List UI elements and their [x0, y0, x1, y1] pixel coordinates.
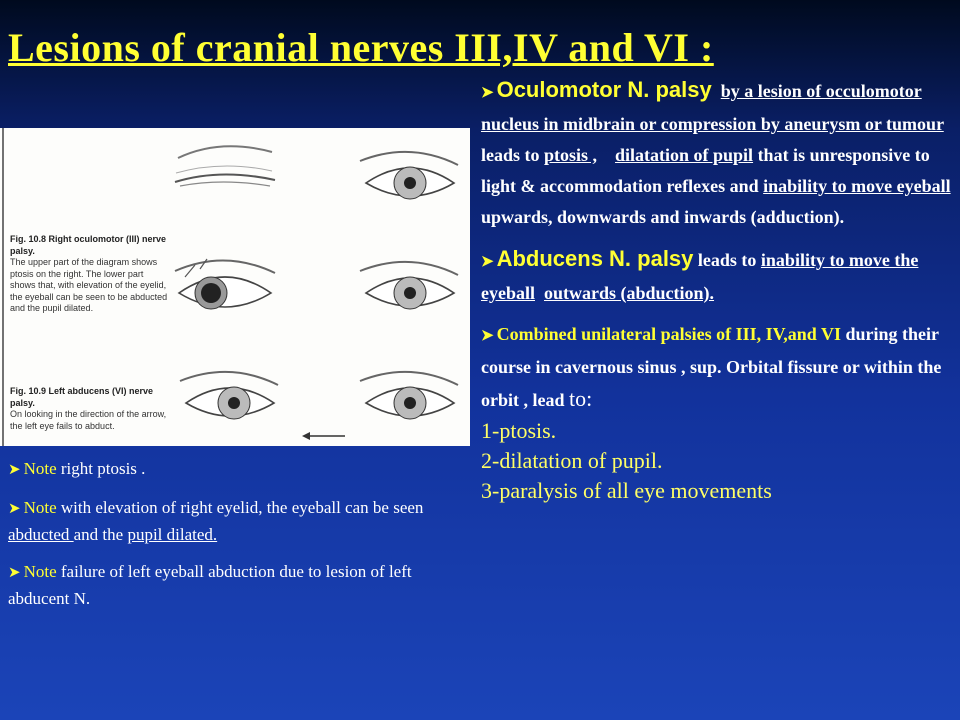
eye-palsy-figure	[0, 128, 470, 446]
arrow-bullet-icon: ➤	[8, 565, 21, 581]
arrow-bullet-icon: ➤	[8, 462, 21, 478]
oculomotor-heading: Oculomotor N. palsy	[496, 77, 712, 102]
open-eye-drawing	[360, 372, 458, 419]
findings-list	[481, 416, 951, 506]
arrow-icon	[302, 432, 345, 440]
oculomotor-paragraph: ➤ Oculomotor N. palsy by a lesion of occulomotor nucleus in midbrain or compression by aneurysm or tumour leads to ptosis , dilatation of pupil that is unresponsive to light & accommodation reflexes and inability to move eyeball upwards, downwards and inwards (adduction).	[481, 77, 951, 227]
arrow-bullet-icon: ➤	[481, 328, 494, 344]
closed-eye-drawing	[175, 146, 275, 186]
list-item: 2-dilatation of pupil.	[481, 448, 663, 473]
arrow-bullet-icon: ➤	[8, 501, 21, 517]
list-item: 1-ptosis.	[481, 418, 557, 443]
figure-caption-1	[10, 234, 170, 315]
figure-caption-2	[10, 386, 170, 432]
note-item: ➤ Note failure of left eyeball abduction due to lesion of left abducent N.	[8, 562, 412, 608]
combined-heading: Combined unilateral palsies of III, IV,and VI	[496, 324, 841, 344]
caption-body: On looking in the direction of the arrow, the left eye fails to abduct.	[10, 409, 167, 431]
abducens-heading: Abducens N. palsy	[496, 246, 694, 271]
caption-title: Fig. 10.9 Left abducens (VI) nerve palsy.	[10, 386, 154, 408]
open-eye-drawing	[180, 372, 278, 419]
abducens-paragraph: ➤ Abducens N. palsy leads to inability to move the eyeball outwards (abduction).	[481, 246, 919, 303]
note-item: ➤ Note with elevation of right eyelid, the eyeball can be seen abducted and the pupil dilated.	[8, 498, 424, 544]
list-item: 3-paralysis of all eye movements	[481, 478, 772, 503]
arrow-bullet-icon: ➤	[481, 85, 494, 101]
open-eye-drawing	[360, 152, 458, 199]
note-item: ➤ Note right ptosis .	[8, 459, 146, 478]
slide-title: Lesions of cranial nerves III,IV and VI :	[8, 25, 714, 70]
notes-list	[8, 456, 468, 623]
combined-paragraph: ➤ Combined unilateral palsies of III, IV,and VI during their course in cavernous sinus , sup. Orbital fissure or within the orbit , lead to:	[481, 324, 942, 411]
arrow-bullet-icon: ➤	[481, 254, 494, 270]
description-panel	[481, 74, 951, 506]
abducted-eye-drawing	[175, 259, 275, 309]
caption-body: The upper part of the diagram shows ptosis on the right. The lower part shows that, with elevation of the eyelid, the eyeball can be seen to be abducted and the pupil dilated.	[10, 257, 168, 313]
caption-title: Fig. 10.8 Right oculomotor (III) nerve palsy.	[10, 234, 167, 256]
open-eye-drawing	[360, 262, 458, 309]
